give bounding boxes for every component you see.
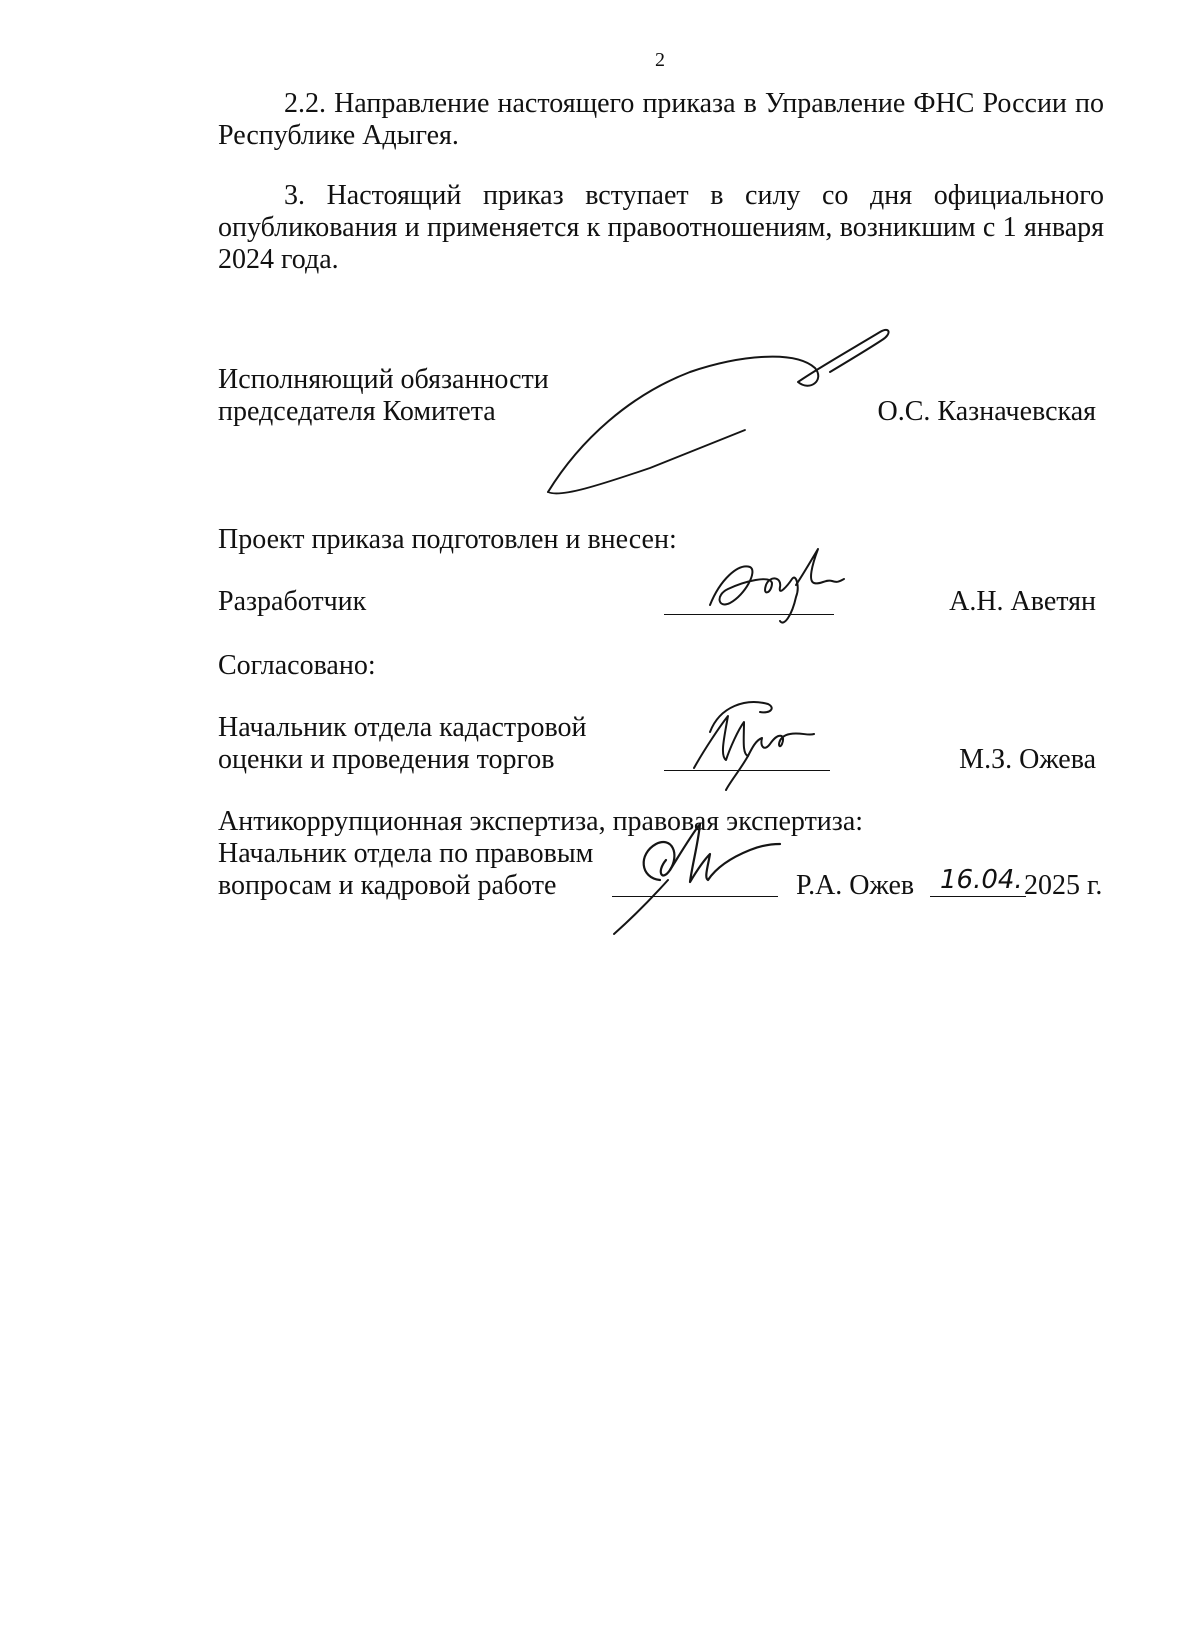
paragraph-3 [218,180,1104,276]
project-heading: Проект приказа подготовлен и внесен: [218,524,677,555]
chief-name: М.З. Ожева [959,744,1096,775]
legal-signature-image [600,810,790,940]
handwritten-date: 16.04. [940,865,1023,895]
developer-signature-image [700,545,850,630]
paragraph-2-2 [218,88,1104,152]
paragraph-2-2-line-2: Республике Адыгея. [218,120,459,151]
legal-name: Р.А. Ожев [796,870,915,901]
legal-role-line-1: Начальник отдела по правовым [218,838,594,869]
page-number: 2 [655,49,665,71]
head-name: О.С. Казначевская [877,396,1096,427]
paragraph-3-line-2: опубликования и применяется к правоотношениям, возникшим с 1 января [218,212,1104,243]
head-title-line-1: Исполняющий обязанности [218,364,549,395]
date-year: 2025 г. [1024,870,1103,901]
chief-role-line-2: оценки и проведения торгов [218,744,555,775]
legal-role-line-2: вопросам и кадровой работе [218,870,557,901]
paragraph-3-line-3: 2024 года. [218,244,339,275]
chief-role-line-1: Начальник отдела кадастровой [218,712,587,743]
head-title-line-2: председателя Комитета [218,396,496,427]
developer-role: Разработчик [218,586,367,617]
paragraph-2-2-line-1: 2.2. Направление настоящего приказа в Управление ФНС России по [284,88,1104,119]
approval-heading: Согласовано: [218,650,376,681]
paragraph-3-line-1: 3. Настоящий приказ вступает в силу со дня официального [284,180,1104,211]
expertise-heading: Антикоррупционная экспертиза, правовая экспертиза: [218,806,864,837]
head-signature-image [540,320,920,500]
date-line [930,896,1026,897]
chief-signature-image [690,696,820,796]
developer-name: А.Н. Аветян [949,586,1096,617]
